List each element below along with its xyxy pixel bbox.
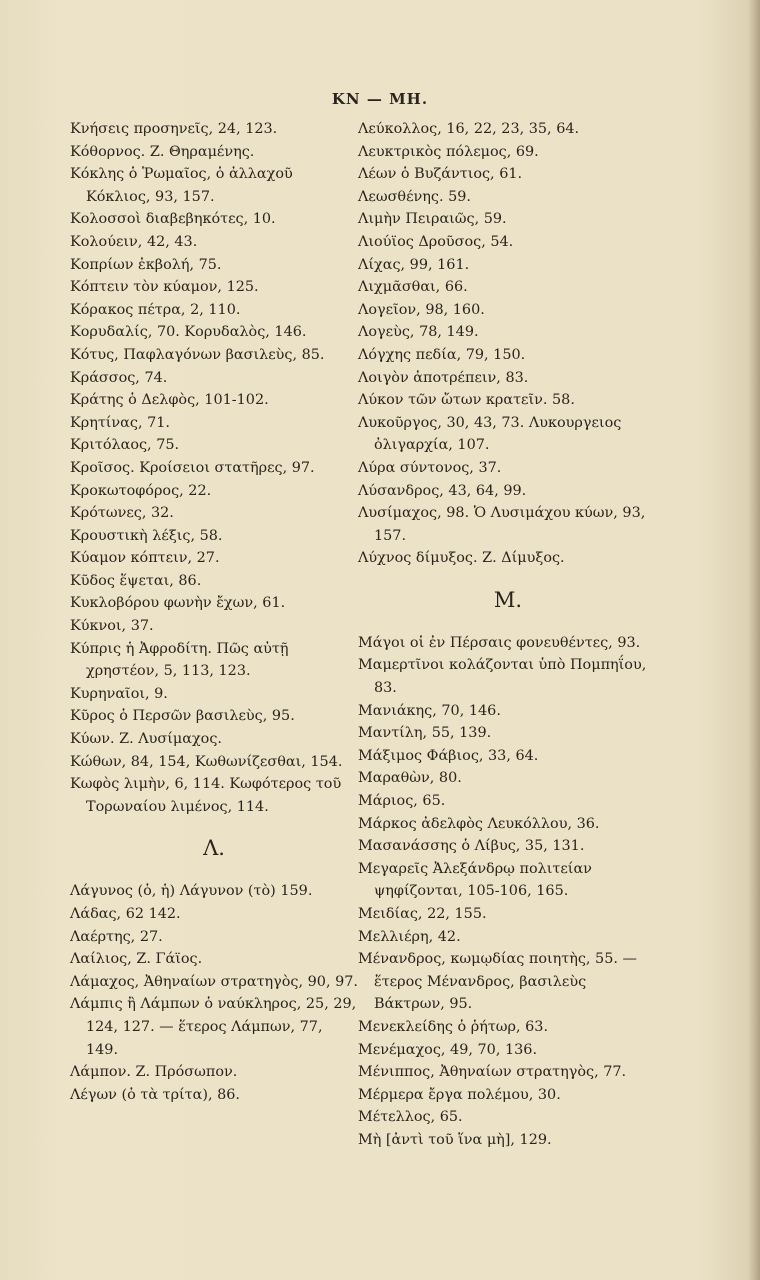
index-entry: Λαέρτης, 27.	[70, 928, 163, 945]
index-entry: Κορυδαλίς, 70. Κορυδαλὸς, 146.	[70, 324, 307, 341]
index-entry: Μαντίλη, 55, 139.	[358, 725, 492, 742]
page-edge-shadow	[748, 0, 760, 1280]
index-entry: Λεύκολλος, 16, 22, 23, 35, 64.	[358, 121, 580, 137]
index-entry: Κρουστικὴ λέξις, 58.	[70, 527, 223, 544]
index-entry: Κυκλοβόρου φωνὴν ἔχων, 61.	[70, 595, 286, 612]
index-entry: Μαμερτῖνοι κολάζονται ὑπὸ Πομπηΐου, 83.	[358, 657, 647, 697]
index-entry: Κότυς, Παφλαγόνων βασιλεὺς, 85.	[70, 346, 325, 363]
index-entry: Λάγυνος (ὁ, ἡ) Λάγυνον (τὸ) 159.	[70, 883, 313, 900]
index-entry: Κοπρίων ἐκβολή, 75.	[70, 256, 222, 273]
index-column-left	[70, 118, 358, 1106]
index-entry: Μένιππος, Ἀθηναίων στρατηγὸς, 77.	[358, 1064, 627, 1081]
index-entry: Λιχμᾶσθαι, 66.	[358, 279, 468, 296]
index-entry: Λάμαχος, Ἀθηναίων στρατηγὸς, 90, 97.	[70, 973, 358, 990]
index-entry: Κῦδος ἕψεται, 86.	[70, 572, 202, 589]
index-entry: Λύχνος δίμυξος. Ζ. Δίμυξος.	[358, 550, 565, 567]
index-entry: Μέτελλος, 65.	[358, 1109, 463, 1126]
section-letter-heading: Λ.	[203, 836, 225, 861]
index-entry: Κροῖσος. Κροίσειοι στατῆρες, 97.	[70, 459, 315, 476]
index-entry: Λιούϊος Δροῦσος, 54.	[358, 233, 514, 250]
index-entry: Λιμὴν Πειραιῶς, 59.	[358, 211, 507, 228]
index-entry: Μενεκλείδης ὁ ῥήτωρ, 63.	[358, 1018, 549, 1035]
index-entry: Λοιγὸν ἀποτρέπειν, 83.	[358, 369, 529, 386]
index-entry: Κράσσος, 74.	[70, 369, 168, 386]
index-entry: Κροκωτοφόρος, 22.	[70, 482, 212, 499]
index-entry: Κύπρις ἡ Ἀφροδίτη. Πῶς αὐτῇ χρηστέον, 5, 113, 123.	[70, 640, 289, 680]
index-entry: Μὴ [ἀντὶ τοῦ ἵνα μὴ], 129.	[358, 1131, 552, 1148]
index-entry: Λεωσθένης. 59.	[358, 188, 471, 205]
index-entry: Λαίλιος, Ζ. Γάϊος.	[70, 951, 203, 968]
index-entry: Κόκλης ὁ Ῥωμαῖος, ὁ ἀλλαχοῦ Κόκλιος, 93, 157.	[70, 166, 293, 205]
index-entry: Κύων. Ζ. Λυσίμαχος.	[70, 731, 222, 748]
index-entry: Κνήσεις προσηνεῖς, 24, 123.	[70, 121, 278, 137]
index-entry: Μενέμαχος, 49, 70, 136.	[358, 1041, 538, 1058]
index-entry: Μάρκος ἀδελφὸς Λευκόλλου, 36.	[358, 815, 600, 832]
index-entry: Μάγοι οἱ ἐν Πέρσαις φονευθέντες, 93.	[358, 634, 641, 651]
index-entry: Κῦρος ὁ Περσῶν βασιλεὺς, 95.	[70, 708, 295, 725]
index-entry: Μεγαρεῖς Ἀλεξάνδρῳ πολιτείαν ψηφίζονται, 105-106, 165.	[358, 860, 592, 900]
index-entry: Λογεὺς, 78, 149.	[358, 324, 479, 341]
index-entry: Μελλιέρη, 42.	[358, 928, 461, 945]
index-entry: Μάριος, 65.	[358, 793, 446, 810]
index-entry: Μένανδρος, κωμῳδίας ποιητὴς, 55. — ἕτερος Μένανδρος, βασιλεὺς Βάκτρων, 95.	[358, 951, 637, 1013]
index-column-right	[358, 118, 658, 1152]
index-entry: Μειδίας, 22, 155.	[358, 906, 487, 922]
index-entry: Κριτόλαος, 75.	[70, 437, 180, 454]
index-entry: Μαραθὼν, 80.	[358, 770, 462, 787]
index-entry: Κύκνοι, 37.	[70, 618, 154, 635]
index-entry: Μέρμερα ἔργα πολέμου, 30.	[358, 1086, 561, 1103]
index-entry: Κολοσσοὶ διαβεβηκότες, 10.	[70, 211, 276, 228]
index-entry: Λύκον τῶν ὤτων κρατεῖν. 58.	[358, 392, 575, 409]
index-entry: Λόγχης πεδία, 79, 150.	[358, 346, 526, 363]
index-entry: Κόπτειν τὸν κύαμον, 125.	[70, 279, 259, 296]
index-entry: Λευκτρικὸς πόλεμος, 69.	[358, 143, 539, 160]
index-entry: Κολούειν, 42, 43.	[70, 233, 198, 250]
index-entry: Κράτης ὁ Δελφὸς, 101-102.	[70, 392, 269, 409]
index-entry: Κόθορνος. Ζ. Θηραμένης.	[70, 143, 255, 160]
index-entry: Λύσανδρος, 43, 64, 99.	[358, 482, 527, 499]
index-entry: Λέων ὁ Βυζάντιος, 61.	[358, 166, 523, 183]
index-entry: Λίχας, 99, 161.	[358, 256, 470, 273]
index-entry: Κωφὸς λιμὴν, 6, 114. Κωφότερος τοῦ Τορωναίου λιμένος, 114.	[70, 776, 342, 815]
index-entry: Κυρηναῖοι, 9.	[70, 685, 168, 702]
index-entry: Κώθων, 84, 154, Κωθωνίζεσθαι, 154.	[70, 753, 343, 770]
index-entry: Λάμπις ἢ Λάμπων ὁ ναύκληρος, 25, 29, 124, 127. — ἕτερος Λάμπων, 77, 149.	[70, 996, 357, 1058]
index-entry: Κύαμον κόπτειν, 27.	[70, 550, 220, 567]
running-header: ΚΝ — ΜΗ.	[331, 90, 429, 108]
index-entry: Κρότωνες, 32.	[70, 505, 174, 522]
section-letter-heading: Μ.	[493, 587, 523, 612]
index-entry: Μασανάσσης ὁ Λίβυς, 35, 131.	[358, 838, 585, 855]
index-entry: Λάμπον. Ζ. Πρόσωπον.	[70, 1064, 238, 1081]
index-entry: Λογεῖον, 98, 160.	[358, 301, 485, 318]
index-entry: Λυκοῦργος, 30, 43, 73. Λυκουργειος ὀλιγαρχία, 107.	[358, 414, 622, 454]
index-entry: Λυσίμαχος, 98. Ὁ Λυσιμάχου κύων, 93, 157.	[358, 505, 646, 544]
index-entry: Μανιάκης, 70, 146.	[358, 702, 501, 719]
index-entry: Λάδας, 62 142.	[70, 906, 181, 922]
index-entry: Λέγων (ὁ τὰ τρίτα), 86.	[70, 1086, 241, 1103]
index-entry: Κρητίνας, 71.	[70, 414, 170, 431]
index-entry: Λύρα σύντονος, 37.	[358, 459, 502, 476]
index-entry: Μάξιμος Φάβιος, 33, 64.	[358, 747, 539, 764]
index-entry: Κόρακος πέτρα, 2, 110.	[70, 301, 241, 318]
